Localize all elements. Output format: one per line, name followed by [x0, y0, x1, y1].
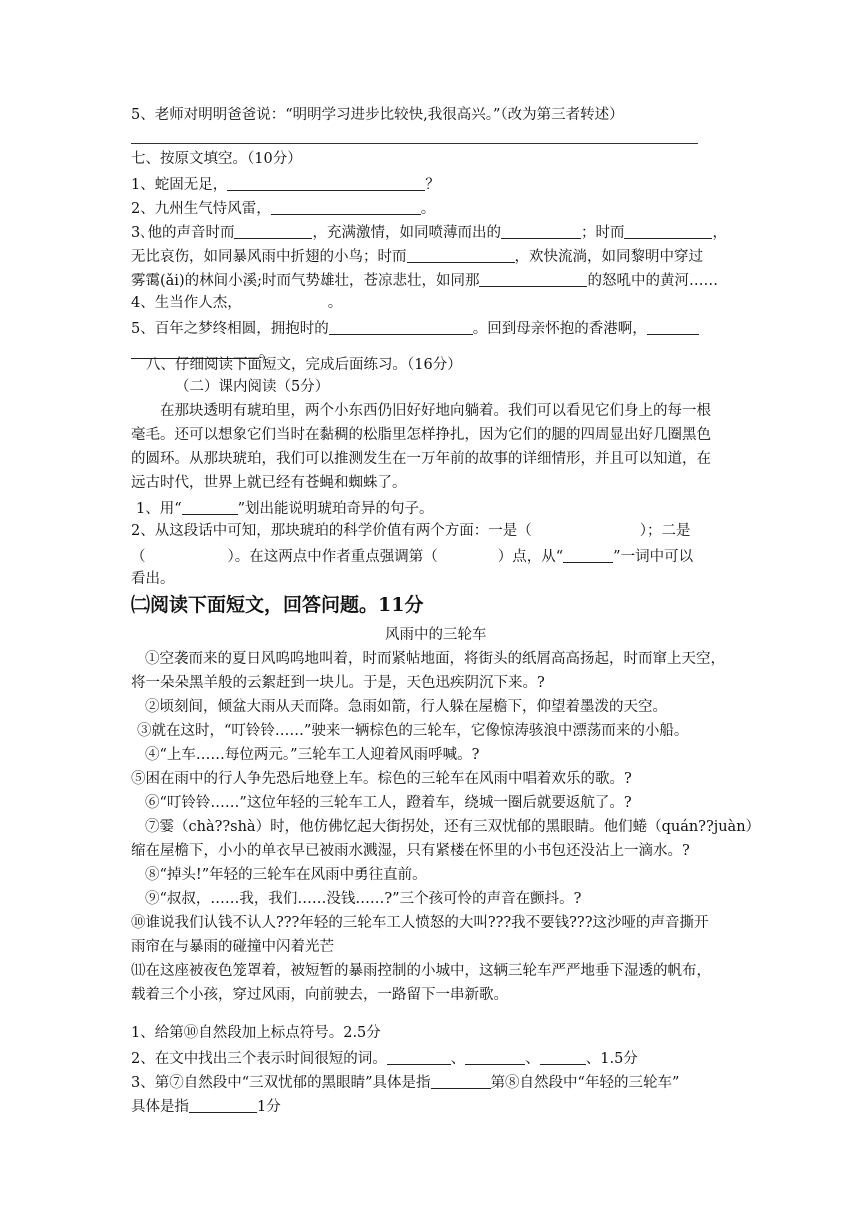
answer-line[interactable] [131, 143, 698, 144]
question-text: 2、在文中找出三个表示时间很短的词。 [131, 1051, 387, 1067]
story-line: 将一朵朵黑羊般的云絮赶到一块儿。于是，天色迅疾阴沉下来。? [131, 675, 545, 691]
question-text: 1、用“ [136, 501, 182, 517]
fill-text: ，欢快流淌，如同黎明中穿过 [514, 249, 703, 265]
fill-text: 的怒吼中的黄河…… [587, 273, 718, 289]
amber-question-2-line-3: 看出。 [131, 571, 175, 587]
question-text: ）；二是 [639, 523, 691, 539]
fill-text: 1、蛇固无足， [131, 177, 228, 193]
fill-item-3-line-3 [131, 272, 718, 289]
section-7-title: 七、按原文填空。（10分） [131, 151, 302, 167]
fill-item-3-line-1 [131, 224, 727, 241]
question-text: （ [131, 549, 146, 565]
question-text: 3、第⑦自然段中“三双忧郁的黑眼睛”具体是指 [131, 1075, 431, 1091]
section-8-title: 八、仔细阅读下面短文，完成后面练习。（16分） [146, 357, 462, 373]
question-text: 第⑧自然段中“年轻的三轮车” [490, 1075, 680, 1091]
story-question-1: 1、给第⑩自然段加上标点符号。2.5分 [131, 1025, 381, 1041]
fill-blank[interactable] [479, 272, 587, 287]
question-text: 具体是指 [131, 1099, 189, 1115]
story-question-3-line-2 [131, 1098, 281, 1115]
fill-blank[interactable] [271, 200, 421, 215]
story-line: ⑥“叮铃铃……”这位年轻的三轮车工人，蹬着车，绕城一圈后就要返航了。? [145, 795, 632, 811]
answer-blank[interactable] [465, 1050, 525, 1065]
fill-text: 。 [420, 201, 436, 217]
fill-text: 。回到母亲怀抱的香港啊， [472, 321, 647, 337]
question-text: 、1.5分 [585, 1051, 638, 1067]
story-line: 雨帘在与暴雨的碰撞中闪着光芒 [131, 939, 334, 955]
fill-blank[interactable] [329, 320, 473, 335]
passage-line: 远古时代，世界上就已经有苍蝇和蜘蛛了。 [131, 475, 407, 491]
answer-blank[interactable] [189, 1098, 257, 1113]
fill-blank[interactable] [227, 176, 425, 191]
fill-text: 无比哀伤，如同暴风雨中折翅的小鸟；时而 [131, 249, 407, 265]
passage-line: 的圆环。从那块琥珀，我们可以推测发生在一万年前的故事的详细情形，并且可以知道，在 [131, 451, 711, 467]
fill-blank[interactable] [647, 320, 699, 335]
story-line: 缩在屋檐下，小小的单衣早已被雨水溅湿，只有紧楼在怀里的小书包还没沾上一滴水。? [131, 843, 690, 859]
question-text: ”一词中可以 [613, 549, 694, 565]
answer-blank[interactable] [182, 500, 238, 515]
fill-blank[interactable] [501, 224, 581, 239]
fill-text: ；时而 [580, 225, 625, 241]
question-5-rewrite: 5、老师对明明爸爸说：“明明学习进步比较快,我很高兴。”（改为第三者转述） [131, 107, 624, 123]
fill-text: 2、九州生气恃风雷， [131, 201, 271, 217]
fill-text: 4、生当作人杰， [131, 295, 242, 311]
story-line: ⑧“掉头!”年轻的三轮车在风雨中勇往直前。 [145, 867, 427, 883]
story-line: ①空袭而来的夏日风呜呜地叫着，时而紧帖地面，将街头的纸屑高高扬起，时而窜上天空， [145, 651, 725, 667]
fill-item-5 [131, 320, 699, 337]
fill-blank[interactable] [234, 224, 312, 239]
fill-text: ？ [425, 177, 440, 193]
answer-blank[interactable] [387, 1050, 451, 1065]
part-2-heading: ㈡阅读下面短文，回答问题。11分 [131, 594, 424, 616]
story-line: ②顷刻间，倾盆大雨从天而降。急雨如箭，行人躲在屋檐下，仰望着墨泼的天空。 [145, 699, 667, 715]
story-line: ④“上车……每位两元。”三轮车工人迎着风雨呼喊。? [145, 747, 480, 763]
fill-text: 5、百年之梦终相圆，拥抱时的 [131, 321, 329, 337]
fill-text: 。 [327, 295, 343, 311]
story-line: ⑨“叔叔，……我，我们……没钱……?”三个孩可怜的声音在颤抖。? [145, 891, 582, 907]
fill-text: ， [712, 225, 727, 241]
fill-item-2 [131, 200, 435, 217]
fill-text: 。 [259, 345, 274, 361]
passage-line: 毫毛。还可以想象它们当时在黏稠的松脂里怎样挣扎，因为它们的腿的四周显出好几圈黑色 [131, 427, 711, 443]
question-text: ）点，从“ [497, 549, 564, 565]
fill-text: ，充满激情，如同喷薄而出的 [312, 225, 501, 241]
story-line: ⑦霎（chà??shà）时，他仿佛忆起大街拐处，还有三双忧郁的黑眼睛。他们蜷（quán??juàn） [145, 819, 761, 835]
fill-blank[interactable] [407, 248, 515, 263]
amber-question-1 [136, 500, 434, 517]
question-text: ）。在这两点中作者重点强调第（ [227, 549, 438, 565]
subsection-title: （二）课内阅读（5分） [175, 379, 330, 395]
story-line: ⑩谁说我们认钱不认人???年轻的三轮车工人愤怒的大叫???我不要钱???这沙哑的声音撕开 [131, 915, 709, 931]
story-line: ③就在这时，“叮铃铃……”驶来一辆棕色的三轮车，它像惊涛骇浪中漂荡而来的小船。 [137, 723, 689, 739]
answer-blank[interactable] [431, 1074, 491, 1089]
amber-question-2-line-1 [131, 524, 690, 539]
fill-blank[interactable] [624, 224, 712, 239]
fill-item-3-line-2 [131, 248, 703, 265]
story-title: 风雨中的三轮车 [385, 627, 487, 643]
question-text: 2、从这段话中可知，那块琥珀的科学价值有两个方面：一是（ [131, 523, 532, 539]
answer-blank[interactable] [563, 548, 613, 563]
story-line: ⑾在这座被夜色笼罩着，被短暂的暴雨控制的小城中，这辆三轮车严严地垂下湿透的帆布， [131, 963, 711, 979]
story-question-2 [131, 1050, 638, 1067]
story-line: 载着三个小孩，穿过风雨，向前驶去，一路留下一串新歌。 [131, 987, 508, 1003]
passage-line: 在那块透明有琥珀里，两个小东西仍旧好好地向躺着。我们可以看见它们身上的每一根 [160, 403, 711, 419]
fill-item-1 [131, 176, 440, 193]
fill-text: 3､他的声音时而 [131, 225, 235, 241]
fill-item-4 [131, 296, 342, 311]
question-text: 1分 [257, 1099, 281, 1115]
question-text: 、 [450, 1051, 466, 1067]
story-question-3-line-1 [131, 1074, 679, 1091]
question-text: ”划出能说明琥珀奇异的句子。 [237, 501, 434, 517]
amber-question-2-line-2 [131, 548, 693, 565]
fill-text: 雾霭(ǎi)的林间小溪;时而气势雄壮，苍凉悲壮，如同那 [131, 273, 480, 289]
answer-blank[interactable] [540, 1050, 586, 1065]
question-text: 、 [525, 1051, 540, 1067]
story-line: ⑤困在雨中的行人争先恐后地登上车。棕色的三轮车在风雨中唱着欢乐的歌。? [131, 771, 632, 787]
